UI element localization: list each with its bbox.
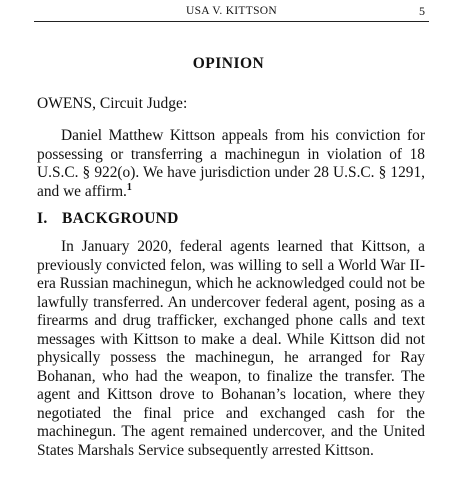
footnote-marker[interactable]: 1 — [126, 181, 132, 193]
intro-paragraph-text: Daniel Matthew Kittson appeals from his conviction for possessing or transferring a machinegun in violation of 18 U.S.C. § 922(o). We have jurisdiction under 28 U.S.C. § 1291, and we affirm. — [37, 127, 425, 200]
judge-attribution: OWENS, Circuit Judge: — [37, 95, 188, 112]
header-divider — [34, 21, 429, 22]
section-title: BACKGROUND — [62, 210, 179, 227]
running-header-title: USA V. KITTSON — [185, 5, 277, 17]
opinion-heading: OPINION — [192, 55, 265, 72]
intro-paragraph — [37, 127, 425, 201]
running-header — [34, 0, 429, 22]
section-heading — [37, 210, 179, 228]
page-number: 5 — [419, 4, 425, 18]
background-paragraph: In January 2020, federal agents learned that Kittson, a previously convicted felon, was willing to sell a World War II-era Russian machinegun, which he acknowledged could not be lawfully transferred. An undercover federal agent, posing as a firearms and drug trafficker, exchanged phone calls and text messages with Kittson to make a deal. While Kittson did not physically possess the machinegun, he arranged for Ray Bohanan, who had the weapon, to finalize the transfer. The agent and Kittson drove to Bohanan’s location, where they negotiated the final price and exchanged cash for the machinegun. The agent remained undercover, and the United States Marshals Service subsequently arrested Kittson. — [37, 238, 425, 459]
section-number: I. — [37, 210, 48, 227]
